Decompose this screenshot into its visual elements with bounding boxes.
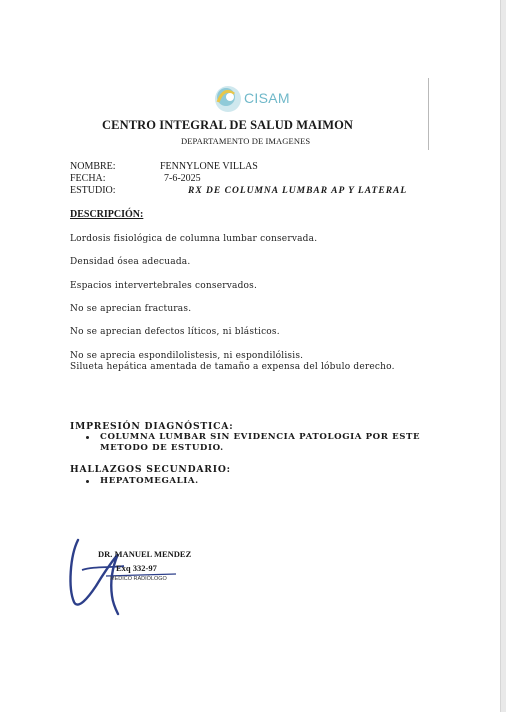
- impression-item-line-2: METODO DE ESTUDIO.: [100, 443, 224, 453]
- name-label: NOMBRE:: [70, 161, 116, 172]
- signature-role: MÉDICO RADIÓLOGO: [110, 576, 167, 582]
- signature-block: [66, 536, 206, 616]
- study-value: RX DE COLUMNA LUMBAR AP Y LATERAL: [188, 186, 408, 196]
- description-line: Silueta hepática amentada de tamaño a expensa del lóbulo derecho.: [70, 362, 395, 372]
- description-line: No se aprecian fracturas.: [70, 304, 192, 314]
- name-value: FENNYLONE VILLAS: [160, 161, 258, 172]
- impression-list: [86, 432, 420, 454]
- department-name: DEPARTAMENTO DE IMAGENES: [181, 136, 311, 146]
- description-line: Densidad ósea adecuada.: [70, 257, 191, 267]
- cisam-logo-icon: [208, 82, 244, 116]
- viewer-background-strip: [501, 0, 506, 712]
- bullet-icon: [86, 436, 89, 439]
- date-label: FECHA:: [70, 173, 106, 184]
- bullet-icon: [86, 480, 89, 483]
- margin-rule: [428, 78, 429, 150]
- impression-heading: IMPRESIÓN DIAGNÓSTICA:: [70, 421, 234, 432]
- description-heading: DESCRIPCIÓN:: [70, 209, 144, 220]
- description-line: Espacios intervertebrales conservados.: [70, 281, 258, 291]
- date-value: 7-6-2025: [164, 173, 201, 184]
- description-line: No se aprecian defectos líticos, ni blásticos.: [70, 327, 280, 337]
- secondary-finding-item: [86, 476, 199, 487]
- description-line: Lordosis fisiológica de columna lumbar conservada.: [70, 234, 318, 244]
- study-label: ESTUDIO:: [70, 185, 116, 196]
- impression-item: [86, 432, 420, 454]
- logo-text: CISAM: [244, 90, 290, 106]
- impression-item-line-1: COLUMNA LUMBAR SIN EVIDENCIA PATOLOGIA POR ESTE: [100, 432, 421, 442]
- cisam-logo: [208, 82, 298, 116]
- secondary-finding-text: HEPATOMEGALIA.: [100, 476, 199, 486]
- signature-exequatur: Exq 332-97: [116, 563, 157, 573]
- center-title: CENTRO INTEGRAL DE SALUD MAIMON: [102, 118, 354, 132]
- signature-name: DR. MANUEL MENDEZ: [98, 549, 192, 559]
- description-line: No se aprecia espondilolistesis, ni espondilólisis.: [70, 351, 304, 361]
- secondary-findings-heading: HALLAZGOS SECUNDARIO:: [70, 464, 231, 475]
- secondary-findings-list: [86, 476, 199, 487]
